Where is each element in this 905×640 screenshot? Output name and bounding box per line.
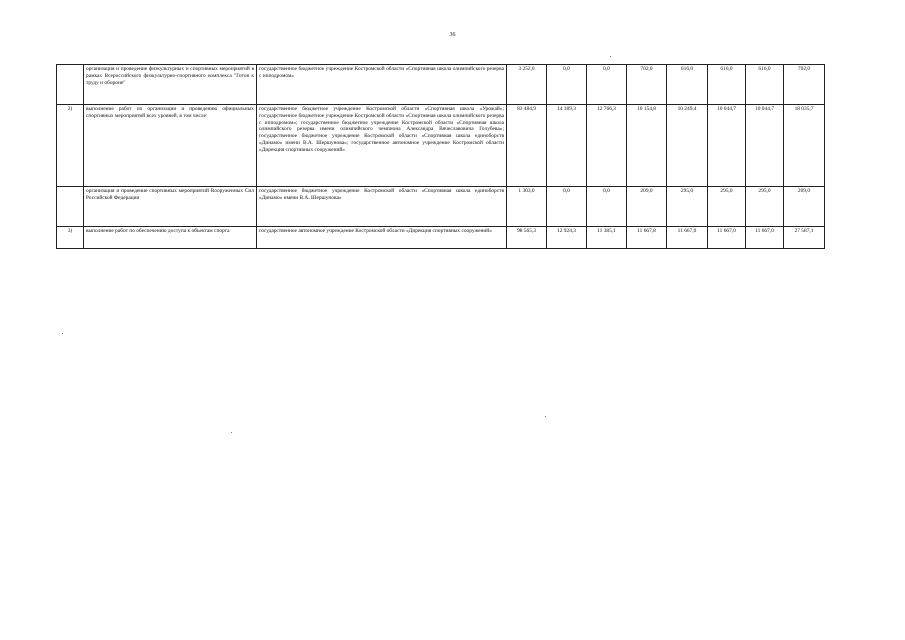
value-year-5: 295,0 [708, 187, 746, 227]
row-number: 3) [57, 227, 84, 249]
value-year-1: 14 189,3 [547, 105, 587, 187]
value-year-7: 27 587,1 [784, 227, 825, 249]
value-year-1: 0,0 [547, 65, 587, 105]
row-description: выполнение работ по организации и проведению официальных спортивных мероприятий всех уровней, в том числе: [84, 105, 257, 187]
scan-speck [610, 56, 611, 57]
scan-speck [62, 333, 63, 334]
value-year-3: 10 154,8 [627, 105, 667, 187]
value-year-2: 11 385,1 [587, 227, 627, 249]
value-year-5: 616,0 [708, 65, 746, 105]
row-number [57, 65, 84, 105]
value-year-3: 702,0 [627, 65, 667, 105]
value-year-4: 295,0 [667, 187, 708, 227]
value-year-1: 12 924,3 [547, 227, 587, 249]
value-year-6: 10 044,7 [746, 105, 784, 187]
budget-table [56, 64, 825, 249]
row-executor: государственное бюджетное учреждение Костромской области «Спортивная школа единоборств «Динамо» имени В.А. Шершунова» [257, 187, 507, 227]
value-total: 1 303,0 [507, 187, 547, 227]
value-year-3: 209,0 [627, 187, 667, 227]
row-executor: государственное бюджетное учреждение Костромской области «Спортивная школа олимпийского резерва с ипподромом» [257, 65, 507, 105]
value-year-2: 0,0 [587, 65, 627, 105]
value-year-7: 702,0 [784, 65, 825, 105]
value-total: 3 252,0 [507, 65, 547, 105]
page-number: 36 [449, 32, 456, 38]
scan-speck [545, 416, 546, 417]
table-row [57, 65, 825, 105]
row-description: организация и проведение спортивных мероприятий Вооруженных Сил Российской Федерации [84, 187, 257, 227]
table-row [57, 105, 825, 187]
value-year-6: 295,0 [746, 187, 784, 227]
row-executor: государственное бюджетное учреждение Костромской области «Спортивная школа «Урожай»; государственное бюджетное учреждение Костромской области «Спортивная школа олимпийского резерва с ипподромом»; государственное бюджетное учреждение Костромской области «Спортивная школа олимпийского резерва имени олимпийского чемпиона Александра Вячеславовича Голубева»; государственное бюджетное учреждение Костромской области «Спортивная школа единоборств «Динамо» имени В.А. Шершунова»; государственное автономное учреждение Костромской области «Дирекция спортивных сооружений» [257, 105, 507, 187]
value-year-3: 11 667,8 [627, 227, 667, 249]
value-total: 98 565,3 [507, 227, 547, 249]
value-year-2: 12 766,3 [587, 105, 627, 187]
row-description: организация и проведение физкультурных и спортивных мероприятий в рамках Всероссийского физкультурно-спортивного комплекса "Готов к труду и обороне" [84, 65, 257, 105]
value-year-7: 18 035,7 [784, 105, 825, 187]
value-year-6: 11 667,0 [746, 227, 784, 249]
table-row [57, 227, 825, 249]
table-row [57, 187, 825, 227]
value-year-4: 10 249,4 [667, 105, 708, 187]
value-year-6: 616,0 [746, 65, 784, 105]
value-year-2: 0,0 [587, 187, 627, 227]
row-executor: государственное автономное учреждение Костромской области «Дирекция спортивных сооружений» [257, 227, 507, 249]
row-description: выполнение работ по обеспечению доступа к объектам спорта [84, 227, 257, 249]
scan-speck [231, 432, 232, 433]
row-number [57, 187, 84, 227]
value-year-5: 11 667,0 [708, 227, 746, 249]
value-year-4: 11 667,0 [667, 227, 708, 249]
value-year-1: 0,0 [547, 187, 587, 227]
value-year-4: 616,0 [667, 65, 708, 105]
value-year-5: 10 044,7 [708, 105, 746, 187]
value-year-7: 209,0 [784, 187, 825, 227]
row-number: 2) [57, 105, 84, 187]
value-total: 83 484,9 [507, 105, 547, 187]
